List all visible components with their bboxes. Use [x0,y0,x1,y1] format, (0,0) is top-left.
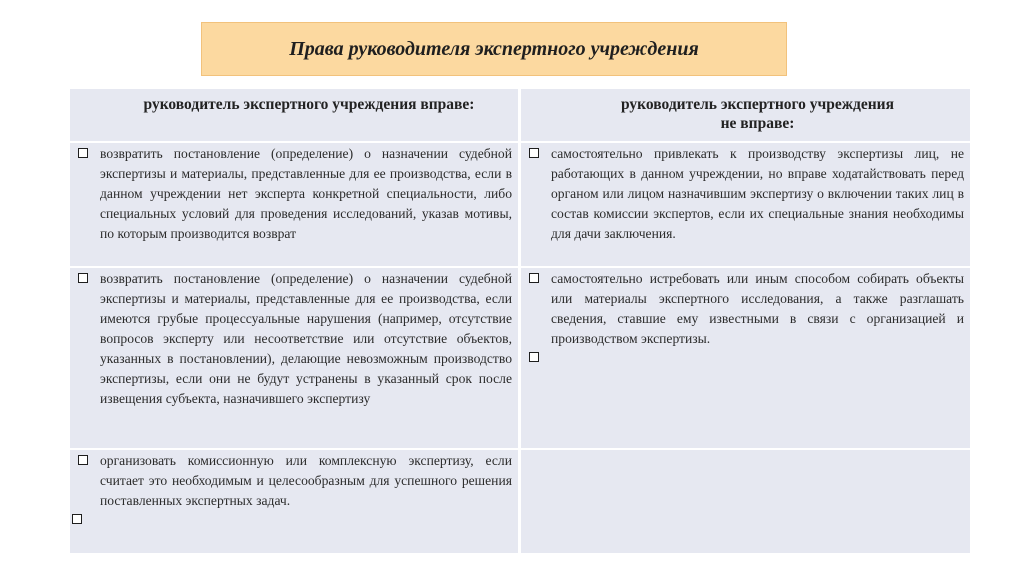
column-header-allowed [70,89,518,141]
list-item [70,268,518,409]
list-item-text: самостоятельно истребовать или иным способом собирать объекты или материалы экспертного исследования, а также разглашать сведения, ставшие ему известными в связи с организацией и производством экспертизы. [551,271,964,346]
column-header-allowed-label: руководитель экспертного учреждения вправе: [143,96,475,113]
page-title: Права руководителя экспертного учреждения [289,37,699,60]
empty-list-item [521,349,970,367]
checkbox-bullet-icon [78,273,88,283]
checkbox-bullet-icon [78,148,88,158]
checkbox-bullet-icon [529,273,539,283]
table-cell-allowed-2 [70,268,518,448]
list-item [521,143,970,244]
empty-list-item [70,511,518,529]
list-item-text: возвратить постановление (определение) о назначении судебной экспертизы и материалы, представленные для ее производства, если имеются грубые процессуальные нарушения (например, отсутствие вопросов эксперту или несоответствие или отсутствие объектов, указанных в постановлении), делающие невозможным производство экспертизы, если они не будут устранены в указанный срок после извещения субъекта, назначившего экспертизу [100,271,512,406]
checkbox-bullet-icon [72,514,82,524]
table-cell-forbidden-1 [521,143,970,266]
column-header-forbidden-line2: не вправе: [720,115,795,132]
table-cell-forbidden-2 [521,268,970,448]
rights-table [70,89,970,553]
column-header-forbidden-line1: руководитель экспертного учреждения [621,96,894,113]
checkbox-bullet-icon [529,352,539,362]
list-item-text: возвратить постановление (определение) о назначении судебной экспертизы и материалы, представленные для ее производства, если в данном учреждении нет эксперта конкретной специальности, либо специальных условий для проведения исследований, указав мотивы, по которым производится возврат [100,146,512,241]
table-cell-allowed-3 [70,450,518,553]
table-cell-allowed-1 [70,143,518,266]
column-header-forbidden [521,89,970,141]
checkbox-bullet-icon [529,148,539,158]
list-item-text: самостоятельно привлекать к производству экспертизы лиц, не работающих в данном учреждении, но вправе ходатайствовать перед органом или лицом назначившим экспертизу о включении таких лиц в состав комиссии экспертов, если их специальные знания необходимы для дачи заключения. [551,146,964,241]
list-item [70,450,518,511]
title-banner [201,22,787,76]
list-item-text: организовать комиссионную или комплексную экспертизу, если считает это необходимым и целесообразным для успешного решения поставленных экспертных задач. [100,453,512,508]
list-item [521,268,970,349]
table-cell-forbidden-3 [521,450,970,553]
list-item [70,143,518,244]
checkbox-bullet-icon [78,455,88,465]
